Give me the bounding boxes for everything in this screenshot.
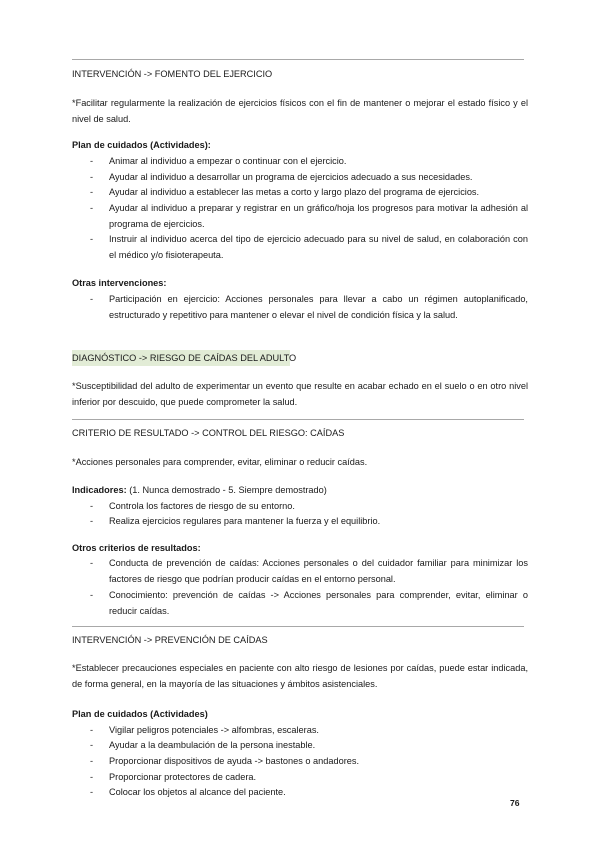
list-item: - Conocimiento: prevención de caídas -> Acciones personales para comprender, evitar, eliminar o reducir caídas. (90, 590, 528, 616)
section-definition: *Establecer precauciones especiales en paciente con alto riesgo de lesiones por caídas, puede estar indicada, de forma general, en la mayoría de las situaciones y ámbitos asistenciales. (72, 663, 528, 689)
list-item: - Colocar los objetos al alcance del paciente. (90, 787, 286, 797)
list-item: - Ayudar al individuo a preparar y registrar en un gráfico/hoja los progresos para motivar la adhesión al programa de ejercicios. (90, 203, 528, 229)
top-rule (72, 59, 524, 60)
list-item: - Participación en ejercicio: Acciones personales para llevar a cabo un régimen autoplanificado, estructurado y repetitivo para mantener o elevar el nivel de condición física y la salud. (90, 294, 528, 320)
divider (72, 419, 524, 420)
list-item: - Instruir al individuo acerca del tipo de ejercicio adecuado para su nivel de salud, en colaboración con el médico y/o fisioterapeuta. (90, 234, 528, 260)
section-definition: *Facilitar regularmente la realización de ejercicios físicos con el fin de mantener o mejorar el estado físico y el nivel de salud. (72, 98, 528, 124)
other-interventions-title: Otras intervenciones: (72, 278, 167, 288)
section-heading: INTERVENCIÓN -> PREVENCIÓN DE CAÍDAS (72, 635, 268, 645)
list-item: - Realiza ejercicios regulares para mantener la fuerza y el equilibrio. (90, 516, 381, 526)
plan-title: Plan de cuidados (Actividades) (72, 709, 208, 719)
diagnosis-definition: *Susceptibilidad del adulto de experimentar un evento que resulte en acabar echado en el suelo o en otro nivel inferior por descuido, que puede comprometer la salud. (72, 381, 528, 407)
criterion-heading: CRITERIO DE RESULTADO -> CONTROL DEL RIESGO: CAÍDAS (72, 428, 345, 438)
diagnosis-heading: DIAGNÓSTICO -> RIESGO DE CAÍDAS DEL ADULTO (72, 353, 297, 363)
indicators-label: Indicadores: (72, 485, 127, 495)
list-item: - Ayudar al individuo a establecer las metas a corto y largo plazo del programa de ejercicios. (90, 187, 480, 197)
list-item: - Conducta de prevención de caídas: Acciones personales o del cuidador familiar para minimizar los factores de riesgo que podrían producir caídas en el entorno personal. (90, 558, 528, 584)
criterion-definition: *Acciones personales para comprender, evitar, eliminar o reducir caídas. (72, 457, 368, 467)
list-item: - Controla los factores de riesgo de su entorno. (90, 501, 295, 511)
divider (72, 626, 524, 627)
indicators-scale: (1. Nunca demostrado - 5. Siempre demostrado) (126, 485, 327, 495)
list-item: - Ayudar al individuo a desarrollar un programa de ejercicios adecuado a sus necesidades. (90, 172, 473, 182)
page-number: 76 (510, 798, 520, 808)
list-item: - Animar al individuo a empezar o continuar con el ejercicio. (90, 156, 347, 166)
list-item: - Vigilar peligros potenciales -> alfombras, escaleras. (90, 725, 319, 735)
list-item: - Proporcionar protectores de cadera. (90, 772, 257, 782)
section-heading: INTERVENCIÓN -> FOMENTO DEL EJERCICIO (72, 69, 273, 79)
indicators-line (72, 483, 528, 499)
other-criteria-title: Otros criterios de resultados: (72, 543, 201, 553)
plan-title: Plan de cuidados (Actividades): (72, 140, 211, 150)
list-item: - Ayudar a la deambulación de la persona inestable. (90, 740, 316, 750)
list-item: - Proporcionar dispositivos de ayuda -> bastones o andadores. (90, 756, 360, 766)
